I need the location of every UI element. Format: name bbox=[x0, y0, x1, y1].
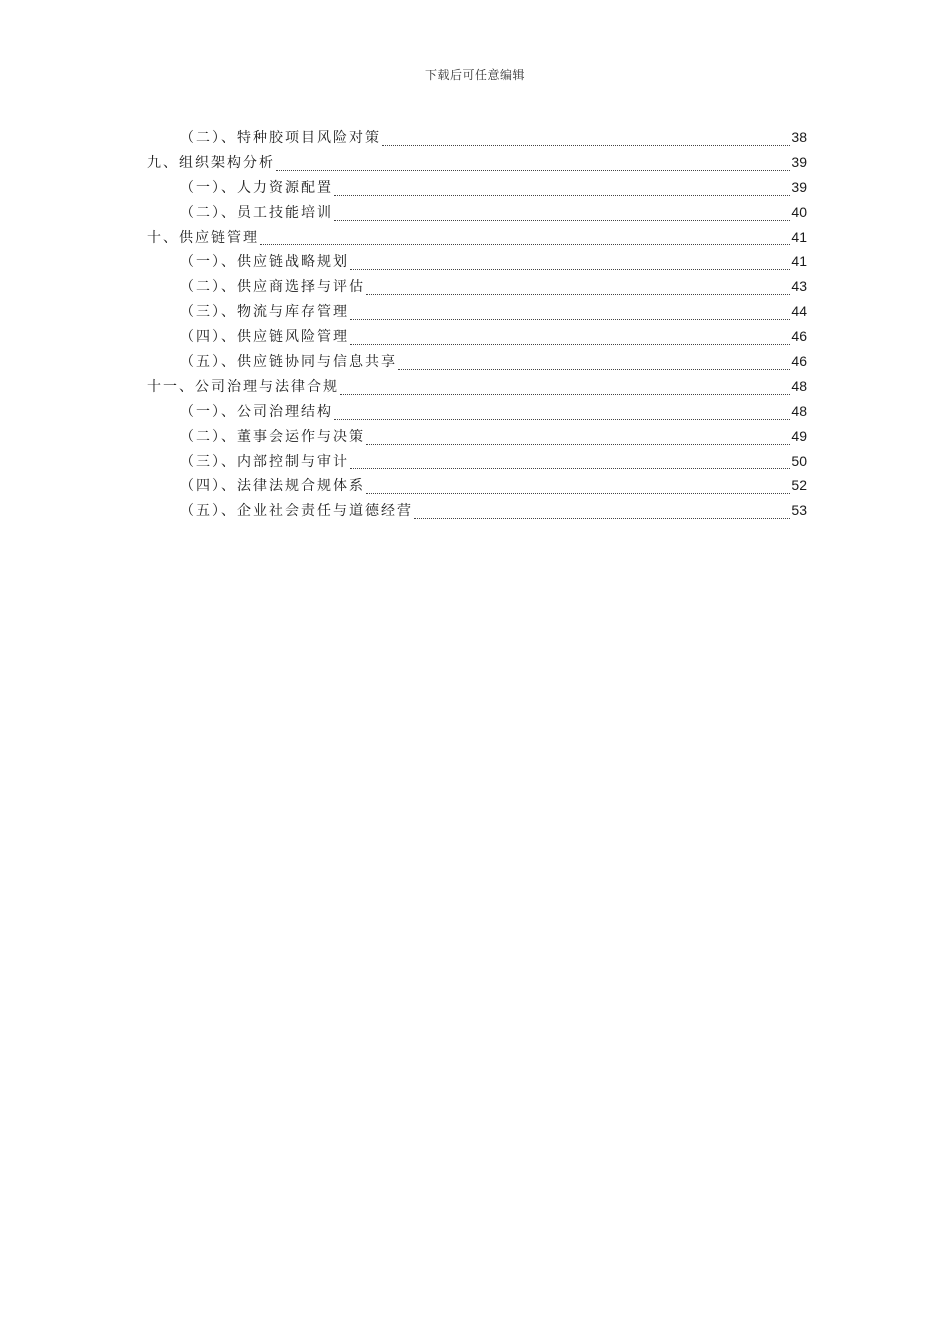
toc-entry-title: （四）、法律法规合规体系 bbox=[180, 478, 365, 495]
toc-entry[interactable] bbox=[147, 400, 807, 425]
toc-entry-title: 十、供应链管理 bbox=[147, 229, 259, 246]
toc-entry-title: （二）、特种胶项目风险对策 bbox=[180, 130, 381, 146]
dot-leader bbox=[350, 467, 790, 469]
toc-entry-title: （一）、公司治理结构 bbox=[180, 403, 333, 420]
toc-entry-title: （一）、供应链战略规划 bbox=[180, 254, 349, 271]
toc-entry[interactable] bbox=[147, 425, 807, 450]
page-header: 下载后可任意编辑 bbox=[424, 68, 525, 82]
toc-entry-title: 九、组织架构分析 bbox=[147, 154, 275, 171]
dot-leader bbox=[414, 517, 790, 519]
toc-entry[interactable] bbox=[147, 375, 807, 400]
table-of-contents bbox=[147, 126, 807, 524]
toc-entry-page: 46 bbox=[791, 353, 807, 370]
dot-leader bbox=[334, 194, 790, 196]
toc-entry-page: 46 bbox=[791, 328, 807, 345]
toc-entry[interactable] bbox=[147, 325, 807, 350]
toc-entry-title: （五）、企业社会责任与道德经营 bbox=[180, 503, 413, 520]
toc-entry-page: 52 bbox=[791, 477, 807, 494]
toc-entry[interactable] bbox=[147, 201, 807, 226]
toc-entry-title: （一）、人力资源配置 bbox=[180, 179, 333, 196]
toc-entry-title: （五）、供应链协同与信息共享 bbox=[180, 354, 397, 371]
toc-entry-title: （四）、供应链风险管理 bbox=[180, 329, 349, 346]
toc-entry[interactable] bbox=[147, 176, 807, 201]
toc-entry-page: 39 bbox=[791, 178, 807, 195]
toc-entry-title: （三）、内部控制与审计 bbox=[180, 453, 349, 470]
toc-entry-page: 44 bbox=[791, 303, 807, 320]
toc-entry[interactable] bbox=[147, 151, 807, 176]
toc-entry-page: 48 bbox=[791, 377, 807, 394]
toc-entry[interactable] bbox=[147, 474, 807, 499]
toc-entry[interactable] bbox=[147, 250, 807, 275]
dot-leader bbox=[366, 443, 790, 445]
dot-leader bbox=[350, 268, 790, 270]
dot-leader bbox=[398, 368, 790, 370]
toc-entry-page: 49 bbox=[791, 427, 807, 444]
dot-leader bbox=[350, 343, 790, 345]
toc-entry-page: 40 bbox=[791, 203, 807, 220]
dot-leader bbox=[276, 169, 790, 171]
dot-leader bbox=[334, 418, 790, 420]
toc-entry-title: （二）、供应商选择与评估 bbox=[180, 279, 365, 296]
toc-entry-page: 39 bbox=[791, 153, 807, 170]
toc-entry[interactable] bbox=[147, 450, 807, 475]
toc-entry[interactable] bbox=[147, 226, 807, 251]
toc-entry-page: 53 bbox=[791, 502, 807, 519]
toc-entry-page: 43 bbox=[791, 278, 807, 295]
toc-entry-page: 41 bbox=[791, 228, 807, 245]
toc-entry[interactable] bbox=[147, 300, 807, 325]
toc-entry-title: 十一、公司治理与法律合规 bbox=[147, 378, 339, 395]
toc-entry-page: 41 bbox=[791, 253, 807, 270]
toc-entry-title: （三）、物流与库存管理 bbox=[180, 304, 349, 321]
dot-leader bbox=[334, 219, 790, 221]
dot-leader bbox=[366, 492, 790, 494]
toc-entry-title: （二）、员工技能培训 bbox=[180, 204, 333, 221]
toc-entry-page: 48 bbox=[791, 402, 807, 419]
toc-entry[interactable] bbox=[147, 275, 807, 300]
toc-entry-title: （二）、董事会运作与决策 bbox=[180, 428, 365, 445]
toc-entry[interactable] bbox=[147, 126, 807, 151]
dot-leader bbox=[366, 293, 790, 295]
toc-entry-page: 50 bbox=[791, 452, 807, 469]
toc-entry[interactable] bbox=[147, 499, 807, 524]
dot-leader bbox=[340, 393, 790, 395]
toc-entry[interactable] bbox=[147, 350, 807, 375]
dot-leader bbox=[350, 318, 790, 320]
dot-leader bbox=[260, 243, 790, 245]
dot-leader bbox=[382, 144, 790, 146]
toc-entry-page: 38 bbox=[791, 129, 807, 145]
